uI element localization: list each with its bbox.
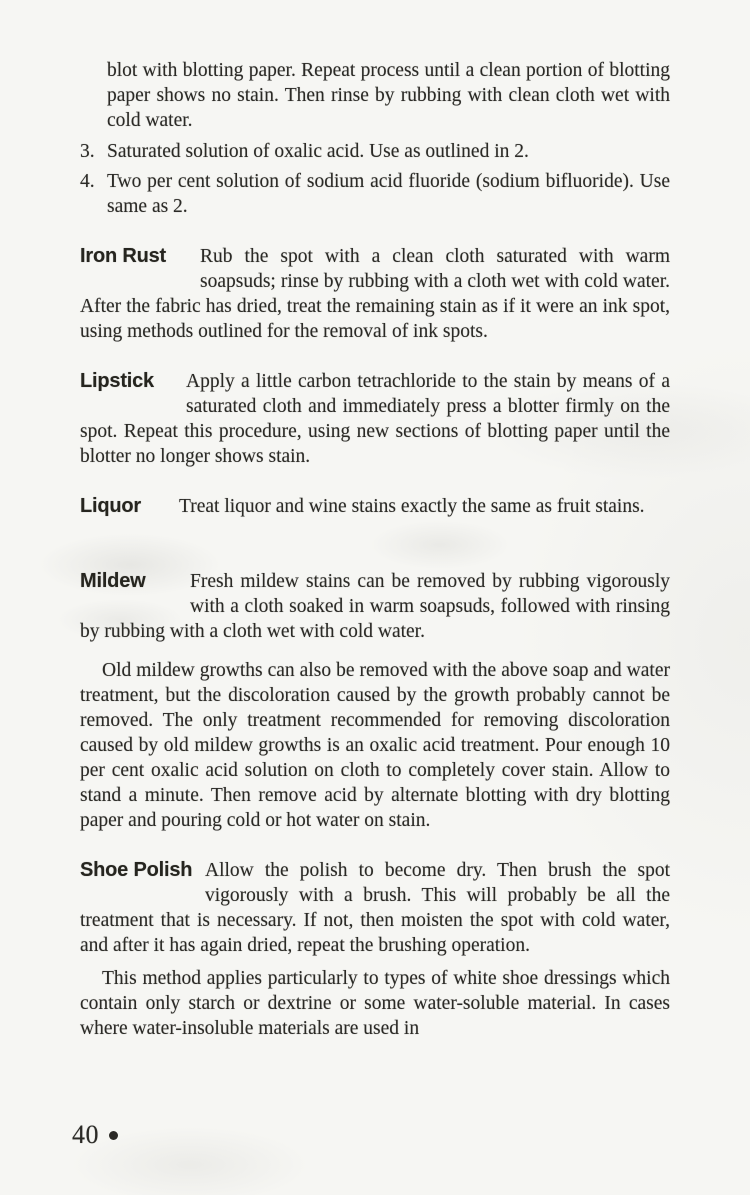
- list-item-number: 3.: [80, 141, 95, 162]
- section-lipstick: [80, 369, 670, 469]
- section-body-paragraph: Old mildew growths can also be removed with the above soap and water treatment, but the discoloration caused by the growth probably cannot be removed. The only treatment recommended for removing discoloration caused by old mildew growths is an oxalic acid treatment. Pour enough 10 per cent oxalic acid solution on cloth to completely cover stain. Allow to stand a minute. Then remove acid by alternate blotting with dry blotting paper and pouring cold or hot water on stain.: [80, 660, 670, 831]
- bullet-icon: [109, 1131, 118, 1140]
- section-body-paragraph: Rub the spot with a clean cloth saturated with warm soapsuds; rinse by rubbing with a cloth wet with cold water. After the fabric has dried, treat the remaining stain as if it were an ink spot, using methods outlined for the removal of ink spots.: [80, 246, 670, 342]
- section-heading-liquor: Liquor: [80, 495, 142, 517]
- section-body-paragraph: Allow the polish to become dry. Then brush the spot vigorously with a brush. This will probably be all the treatment that is necessary. If not, then moisten the spot with cold water, and after it has again dried, repeat the brushing operation.: [80, 860, 670, 956]
- page-footer: [72, 1120, 118, 1150]
- section-body-paragraph: Fresh mildew stains can be removed by rubbing vigorously with a cloth soaked in warm soapsuds, followed with rinsing by rubbing with a cloth wet with cold water.: [80, 571, 670, 642]
- section-body-paragraph: This method applies particularly to types of white shoe dressings which contain only starch or dextrine or some water-soluble material. In cases where water-insoluble materials are used in: [80, 968, 670, 1039]
- list-item-text: Two per cent solution of sodium acid fluoride (sodium bifluoride). Use same as 2.: [107, 171, 670, 217]
- section-heading-lipstick: Lipstick: [80, 370, 154, 392]
- numbered-list-item-4: [80, 169, 670, 219]
- list-item-number: 4.: [80, 171, 95, 192]
- page-number: 40: [72, 1120, 99, 1149]
- numbered-list-item-3: [80, 139, 670, 164]
- section-heading-shoe-polish: Shoe Polish: [80, 859, 193, 881]
- section-mildew: [80, 569, 670, 833]
- section-shoe-polish: [80, 858, 670, 1041]
- section-heading-iron-rust: Iron Rust: [80, 245, 166, 267]
- section-body-paragraph: Treat liquor and wine stains exactly the same as fruit stains.: [179, 496, 645, 517]
- section-iron-rust: [80, 244, 670, 344]
- section-liquor: [80, 494, 670, 544]
- list-item-text: Saturated solution of oxalic acid. Use as outlined in 2.: [107, 141, 529, 162]
- section-body-paragraph: Apply a little carbon tetrachloride to the stain by means of a saturated cloth and immediately press a blotter firmly on the spot. Repeat this procedure, using new sections of blotting paper until the blotter no longer shows stain.: [80, 371, 670, 467]
- numbered-item-2-continuation: blot with blotting paper. Repeat process until a clean portion of blotting paper shows no stain. Then rinse by rubbing with clean cloth wet with cold water.: [107, 60, 670, 131]
- section-heading-mildew: Mildew: [80, 570, 146, 592]
